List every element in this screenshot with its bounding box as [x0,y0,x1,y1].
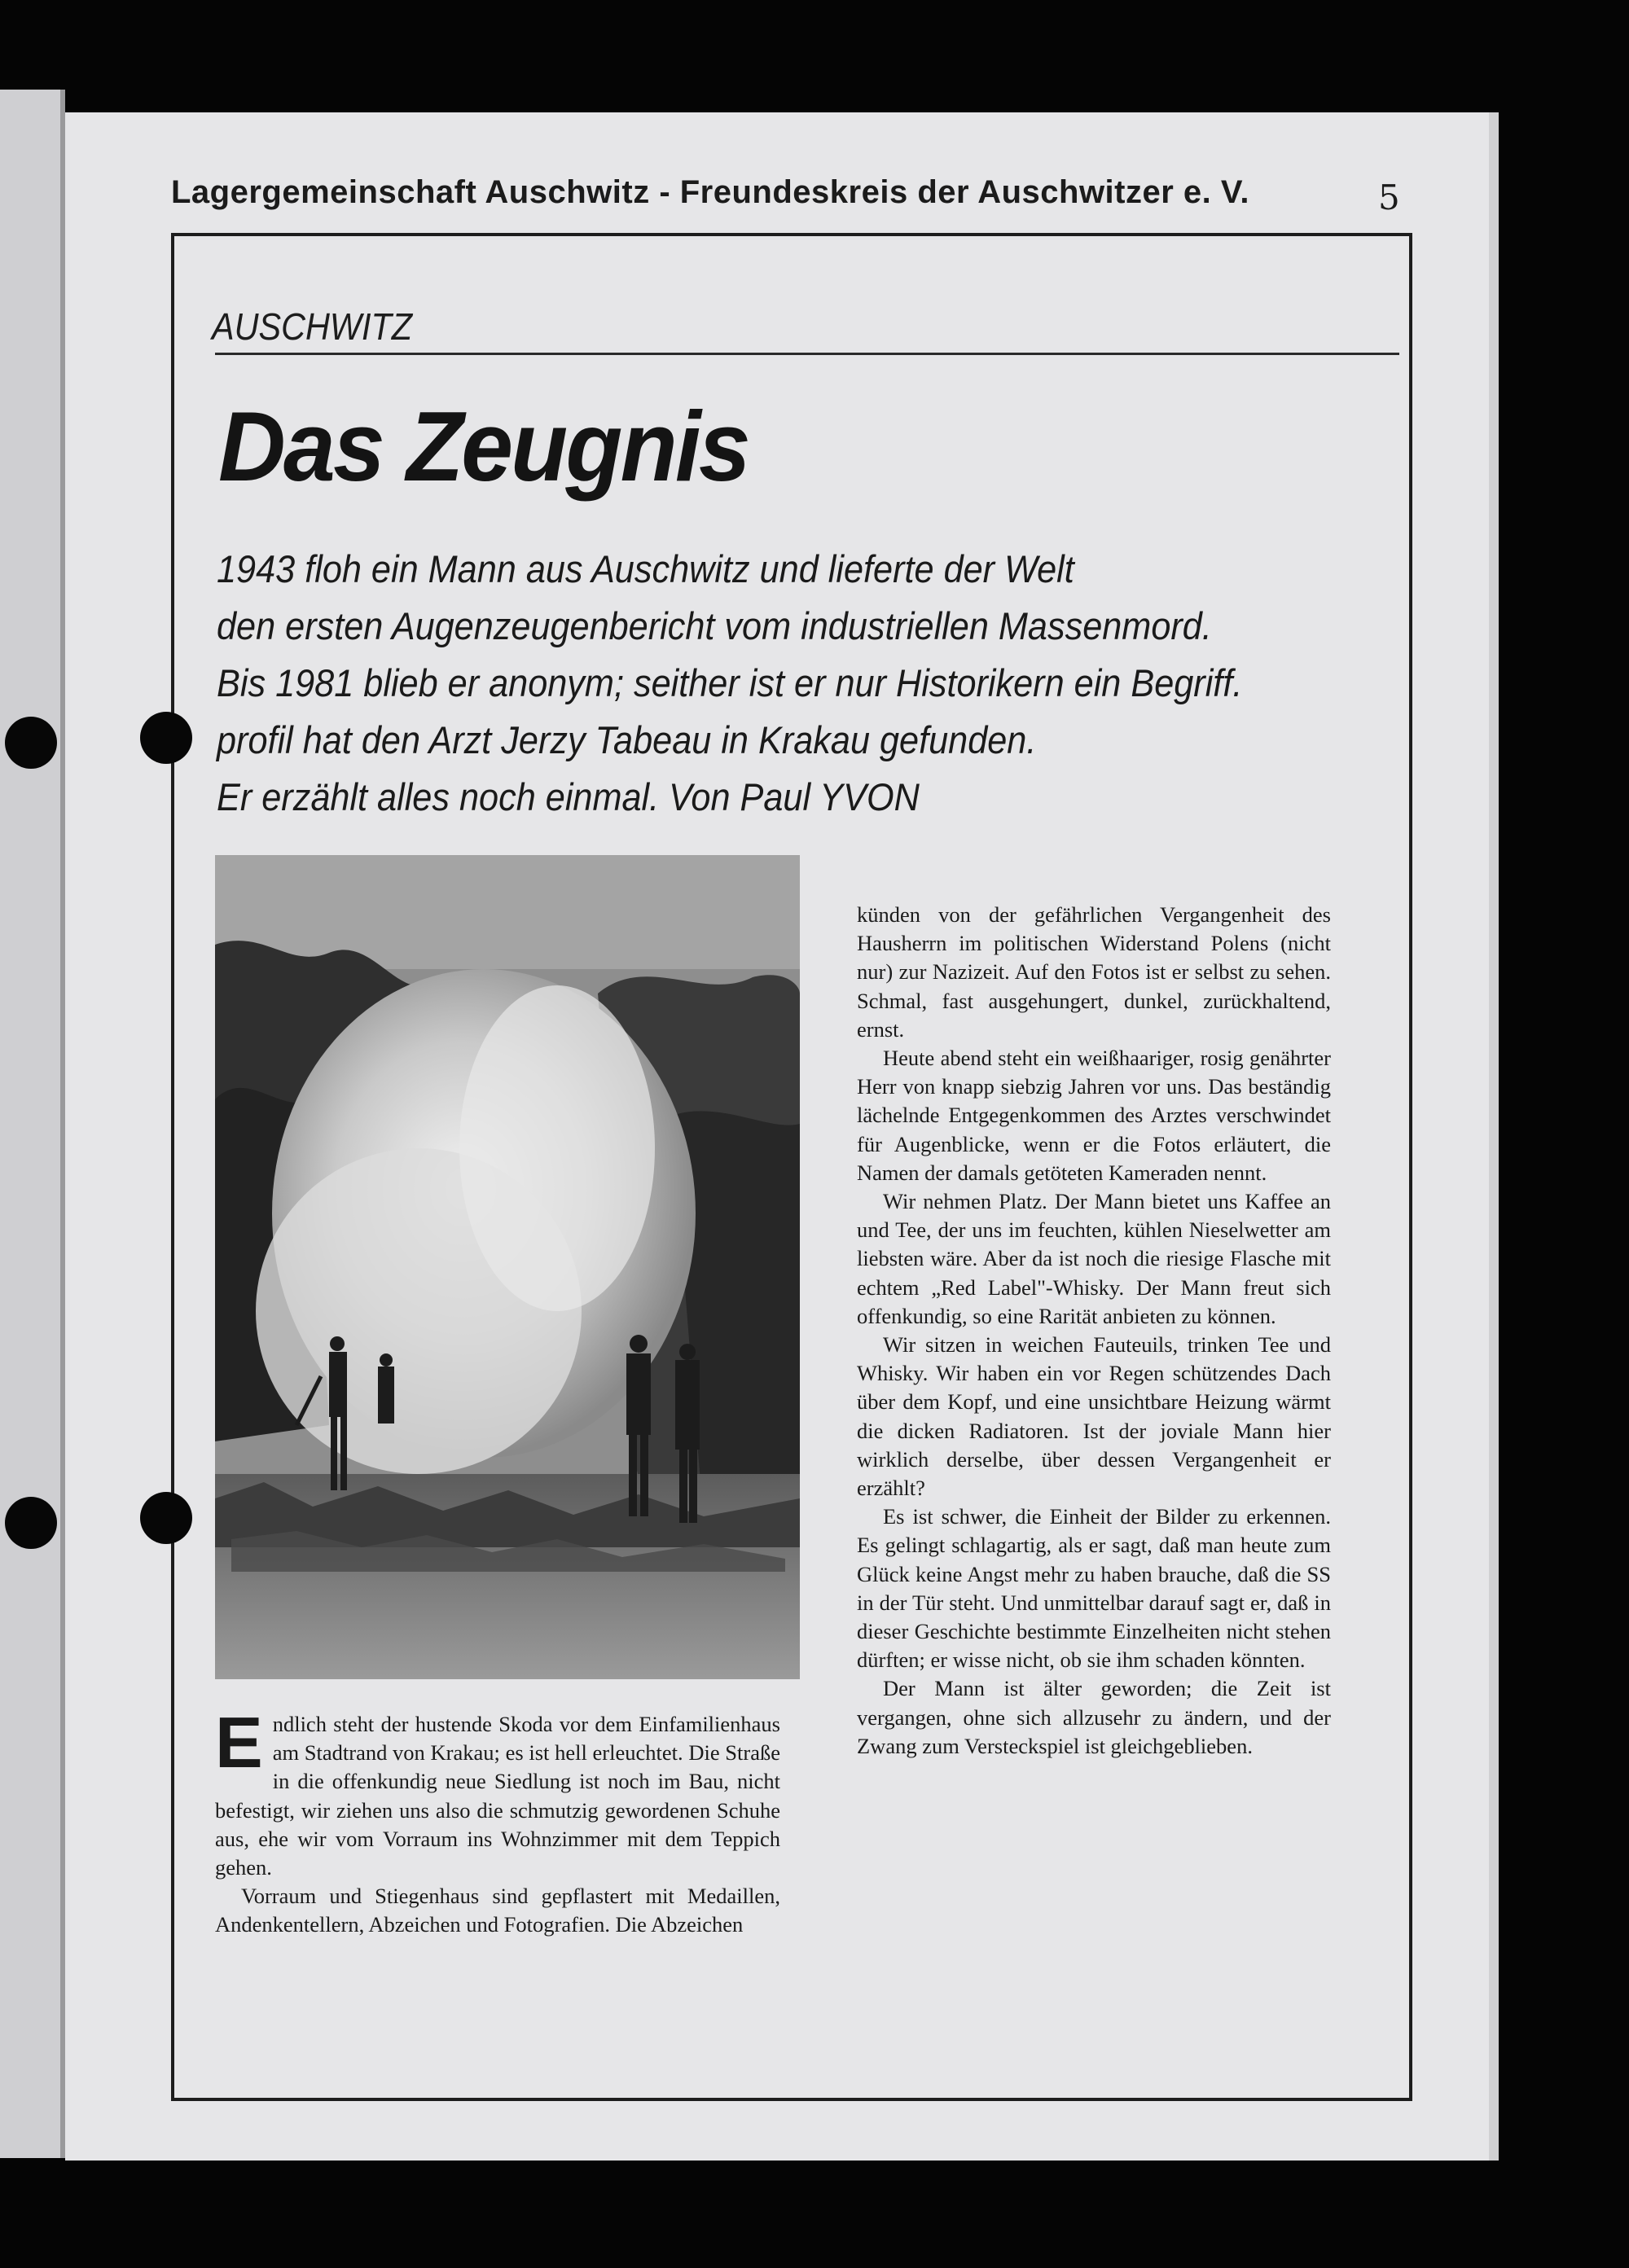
article-paragraph: Wir sitzen in weichen Fauteuils, trinken Tee und Whisky. Wir haben ein vor Regen schützendes Dach über dem Kopf, und eine unsichtbare Heizung wärmt die dicken Radiatoren. Ist der joviale Mann hier wirklich derselbe, über dessen Vergangenheit er erzählt? [857,1332,1331,1501]
article-paragraph: Es ist schwer, die Einheit der Bilder zu erkennen. Es gelingt schlagartig, als er sagt, daß man heute zum Glück keine Angst mehr zu haben brauche, daß die SS in der Tür steht. Und unmittelbar darauf sagt er, daß in dieser Geschichte bestimmte Einzelheiten nicht stehen dürften; er wisse nicht, ob sie ihm schaden könnten. [857,1504,1331,1673]
left-page-punch-hole [5,717,57,769]
adjacent-left-page [0,90,65,2158]
lead-line: Er erzählt alles noch einmal. Von Paul YVON [217,775,920,818]
lead-line: 1943 floh ein Mann aus Auschwitz und lieferte der Welt [217,547,1074,590]
page-number: 5 [1378,178,1400,217]
punch-hole [140,1492,192,1544]
lead-line: den ersten Augenzeugenbericht vom industriellen Massenmord. [217,604,1212,647]
archive-photo [215,855,800,1679]
archive-photo-image [215,855,800,1679]
article-paragraph: Der Mann ist älter geworden; die Zeit ist vergangen, ohne sich allzusehr zu ändern, und der Zwang zum Versteckspiel ist gleichgeblieben. [857,1676,1331,1758]
article-paragraph [215,1702,780,1882]
document-page [65,112,1499,2161]
drop-cap: E [215,1702,263,1783]
article-paragraph: Wir nehmen Platz. Der Mann bietet uns Kaffee an und Tee, der uns im feuchten, kühlen Nieselwetter am liebsten wäre. Aber da ist noch die riesige Flasche mit echtem „Red Label"-Whisky. Der Mann freut sich offenkundig, so eine Rarität anbieten zu können. [857,1189,1331,1328]
lead-line: Bis 1981 blieb er anonym; seither ist er nur Historikern ein Begriff. [217,661,1243,704]
punch-hole [140,712,192,764]
lead-line: profil hat den Arzt Jerzy Tabeau in Krakau gefunden. [217,718,1037,761]
article-headline: Das Zeugnis [218,391,749,502]
rubric-rule [215,353,1399,355]
article-paragraph: Vorraum und Stiegenhaus sind gepflastert mit Medaillen, Andenkentellern, Abzeichen und Fotografien. Die Abzeichen [215,1884,780,1937]
article-rubric: AUSCHWITZ [212,305,413,348]
article-column-left [215,1702,780,1940]
paragraph-text: ndlich steht der hustende Skoda vor dem Einfamilienhaus am Stadtrand von Krakau; es ist hell erleuchtet. Die Straße in die offenkundig neue Siedlung ist noch im Bau, nicht befestigt, wir ziehen uns also die schmutzig gewordenen Schuhe aus, ehe wir vom Vorraum ins Wohnzimmer mit dem Teppich gehen. [215,1712,780,1880]
left-page-punch-hole [5,1497,57,1549]
article-column-right [857,901,1331,1761]
page-header-title: Lagergemeinschaft Auschwitz - Freundeskreis der Auschwitzer e. V. [171,174,1250,210]
article-paragraph: Heute abend steht ein weißhaariger, rosig genährter Herr von knapp siebzig Jahren vor uns. Das beständig lächelnde Entgegenkommen des Arztes verschwindet für Augenblicke, wenn er die Fotos erläutert, die Namen der damals getöteten Kameraden nennt. [857,1046,1331,1185]
article-paragraph: künden von der gefährlichen Vergangenheit des Hausherrn im politischen Widerstand Polens (nicht nur) zur Nazizeit. Auf den Fotos ist er selbst zu sehen. Schmal, fast ausgehungert, dunkel, zurückhaltend, ernst. [857,902,1331,1042]
article-lead [217,541,1311,826]
